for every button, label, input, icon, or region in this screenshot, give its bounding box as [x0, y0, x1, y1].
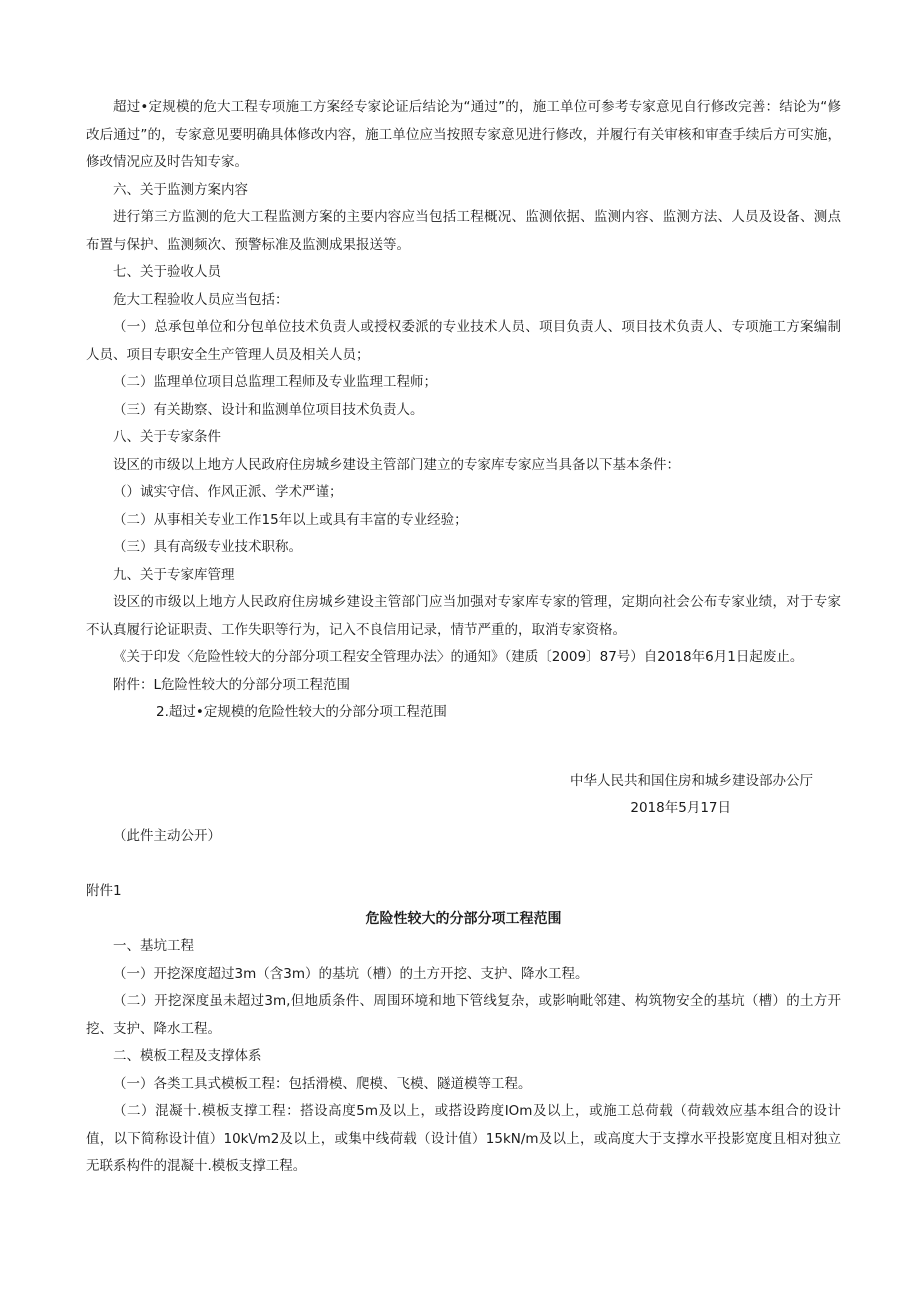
public-disclosure-note: （此件主动公开） — [113, 827, 221, 844]
list-item-acceptance-3: （三）有关勘察、设计和监测单位项目技术负责人。 — [113, 401, 424, 418]
list-item-acceptance-1: （一）总承包单位和分包单位技术负责人或授权委派的专业技术人员、项目负责人、项目技术负责人、专项施工方案编制人员、项目专职安全生产管理人员及相关人员； — [86, 319, 841, 363]
paragraph-acceptance-intro: 危大工程验收人员应当包括： — [113, 291, 289, 308]
appendix-list-item-foundation-1: （一）开挖深度超过3m（含3m）的基坑（槽）的土方开挖、支护、降水工程。 — [113, 965, 589, 982]
appendix-section-heading-formwork: 二、模板工程及支撑体系 — [113, 1048, 262, 1064]
paragraph-expert-review-conclusion: 超过•定规模的危大工程专项施工方案经专家论证后结论为“通过”的，施工单位可参考专家意见自行修改完善：结论为“修改后通过”的，专家意见要明确具体修改内容，施工单位应当按照专家意见进行修改，并履行有关审核和审查手续后方可实施，修改情况应及时告知专家。 — [86, 99, 841, 170]
appendix-list-item-foundation-2: （二）开挖深度虽未超过3m,但地质条件、周围环境和地下管线复杂，或影响毗邻建、构筑物安全的基坑（槽）的土方开挖、支护、降水工程。 — [86, 993, 841, 1037]
section-heading-expert-conditions: 八、关于专家条件 — [113, 429, 221, 445]
spacer — [86, 850, 841, 878]
appendix-label: 附件1 — [86, 883, 122, 899]
section-heading-expert-database: 九、关于专家库管理 — [113, 566, 235, 583]
attachment-list-item-2: 2.超过•定规模的危险性较大的分部分项工程范围 — [156, 704, 447, 720]
paragraph-expert-database: 设区的市级以上地方人民政府住房城乡建设主管部门应当加强对专家库专家的管理，定期向社会公布专家业绩，对于专家不认真履行论证职责、工作失职等行为，记入不良信用记录，情节严重的，取消专家资格。 — [86, 594, 841, 638]
paragraph-monitoring-plan: 进行第三方监测的危大工程监测方案的主要内容应当包括工程概况、监测依据、监测内容、监测方法、人员及设备、测点布置与保护、监测频次、预警标准及监测成果报送等。 — [86, 209, 841, 253]
paragraph-expert-conditions-intro: 设区的市级以上地方人民政府住房城乡建设主管部门建立的专家库专家应当具备以下基本条件： — [113, 456, 680, 473]
appendix-title: 危险性较大的分部分项工程范围 — [365, 910, 562, 927]
section-heading-monitoring-plan: 六、关于监测方案内容 — [113, 181, 248, 198]
paragraph-repeal-notice: 《关于印发〈危险性较大的分部分项工程安全管理办法〉的通知》（建质〔2009〕87号）自2018年6月1日起废止。 — [113, 649, 804, 665]
list-item-expert-condition-1: （）诚实守信、作风正派、学术严谨； — [113, 484, 343, 500]
spacer — [86, 727, 841, 768]
signature-organization: 中华人民共和国住房和城乡建设部办公厅 — [570, 772, 813, 789]
attachment-list-item-1: 附件：L危险性较大的分部分项工程范围 — [113, 676, 351, 693]
signature-date: 2018年5月17日 — [630, 800, 731, 816]
appendix-list-item-formwork-1: （一）各类工具式模板工程：包括滑模、爬模、飞模、隧道模等工程。 — [113, 1075, 532, 1092]
document-body — [86, 94, 841, 1181]
list-item-expert-condition-2: （二）从事相关专业工作15年以上或具有丰富的专业经验； — [113, 511, 468, 528]
list-item-acceptance-2: （二）监理单位项目总监理工程师及专业监理工程师； — [113, 374, 437, 390]
appendix-list-item-formwork-2: （二）混凝十.模板支撑工程：搭设高度5m及以上，或搭设跨度IOm及以上，或施工总荷载（荷载效应基本组合的设计值，以下简称设计值）10k\/m2及以上，或集中线荷载（设计值）15kN∕m及以上，或高度大于支撑水平投影宽度且相对独立无联系构件的混凝十.模板支撑工程。 — [86, 1103, 841, 1174]
section-heading-acceptance-personnel: 七、关于验收人员 — [113, 264, 221, 280]
list-item-expert-condition-3: （三）具有高级专业技术职称。 — [113, 539, 302, 555]
appendix-section-heading-foundation-pit: 一、基坑工程 — [113, 938, 194, 954]
